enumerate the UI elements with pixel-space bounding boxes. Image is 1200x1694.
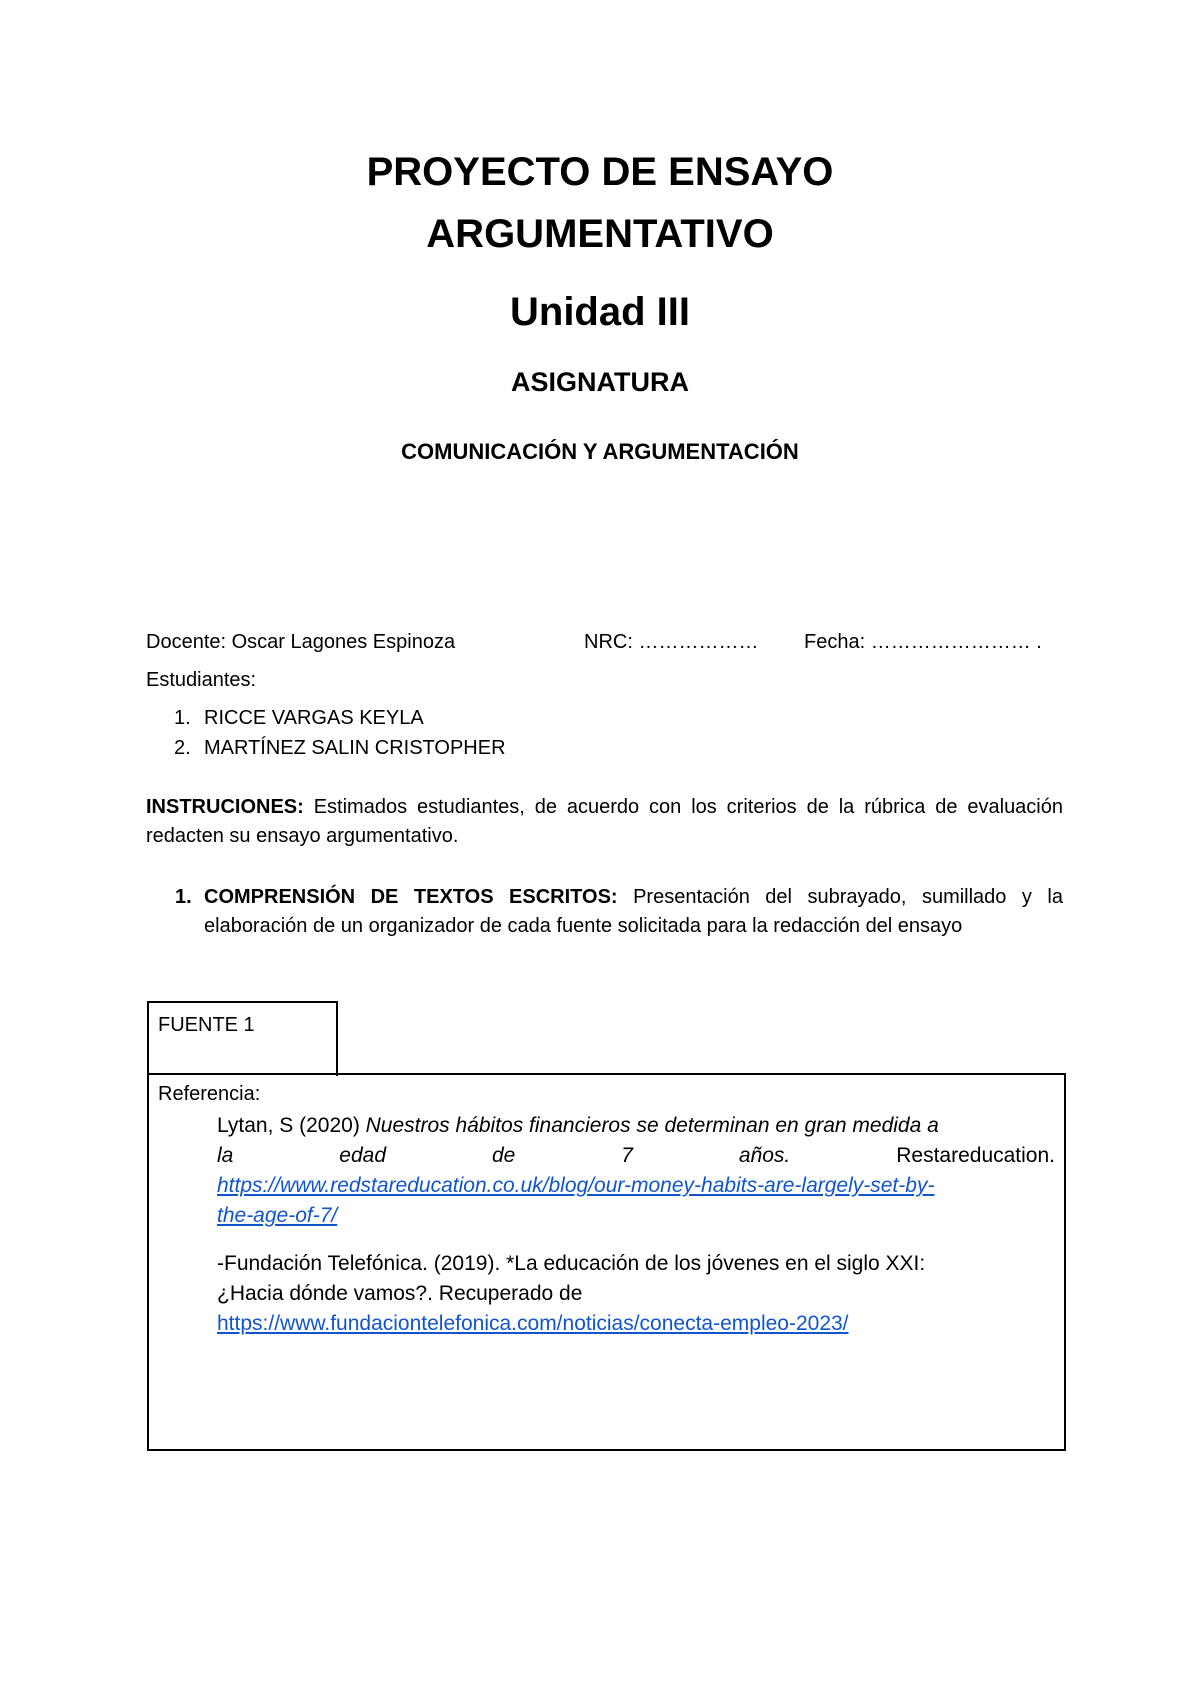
ref-1-url[interactable]: https://www.redstareducation.co.uk/blog/our-money-habits-are-largely-set-by- [217,1174,935,1197]
ref-1-line-1 [217,1111,1055,1141]
reference-label: Referencia: [158,1083,261,1105]
section-number: 1. [175,886,192,908]
instructions-text: Estimados estudiantes, de acuerdo con los criterios de la rúbrica de evaluación redacten su ensayo argumentativo. [146,796,1063,847]
fuente-header-cell [147,1001,338,1076]
student-name: MARTÍNEZ SALIN CRISTOPHER [204,737,506,759]
title-line-1: PROYECTO DE ENSAYO [366,150,834,194]
instructions-paragraph [146,793,1063,851]
ref-2-url[interactable]: https://www.fundaciontelefonica.com/noticias/conecta-empleo-2023/ [217,1312,849,1335]
unit-heading: Unidad III [510,290,690,334]
ref-1-title-a: Nuestros hábitos financieros se determinan en gran medida a [365,1114,939,1137]
instructions-label: INSTRUCIONES: [146,796,304,818]
ref-1-author: Lytan, S (2020) [217,1114,366,1137]
ref-1-title-b: la edad de 7 años. [217,1144,791,1167]
ref-2 [217,1249,1055,1339]
list-item [146,704,506,734]
student-name: RICCE VARGAS KEYLA [204,707,424,729]
title-line-2: ARGUMENTATIVO [426,212,774,256]
section-1-label: COMPRENSIÓN DE TEXTOS ESCRITOS: [204,886,618,908]
ref-1-line-2 [217,1141,1055,1171]
subject-name: COMUNICACIÓN Y ARGUMENTACIÓN [401,439,799,464]
ref-1-line-4 [217,1201,1055,1231]
docente-field: Docente: Oscar Lagones Espinoza [146,631,456,653]
fecha-field: Fecha: …………………… . [804,631,1042,653]
section-1-text: Presentación del subrayado, sumillado y la elaboración de un organizador de cada fuente solicitada para la redacción del ensayo [204,886,1063,937]
students-label: Estudiantes: [146,669,257,691]
fuente-label: FUENTE 1 [158,1014,255,1036]
reference-cell [147,1073,1066,1451]
ref-2-line-2: ¿Hacia dónde vamos?. Recuperado de [217,1282,583,1305]
ref-2-line-3 [217,1309,1055,1339]
section-1-paragraph [204,883,1063,941]
subject-label: ASIGNATURA [511,367,689,397]
ref-1-line-3 [217,1171,1055,1201]
meta-row [146,628,1066,658]
ref-1-publisher: Restareducation. [790,1144,1055,1167]
student-list [146,704,506,764]
list-item [146,734,506,764]
reference-body [217,1111,1055,1339]
ref-2-line-1: -Fundación Telefónica. (2019). *La educación de los jóvenes en el siglo XXI: [217,1252,926,1275]
nrc-field: NRC: ……………… [584,631,759,653]
ref-1-url-continued[interactable]: the-age-of-7/ [217,1204,338,1227]
list-number: 1. [174,707,191,729]
list-number: 2. [174,737,191,759]
